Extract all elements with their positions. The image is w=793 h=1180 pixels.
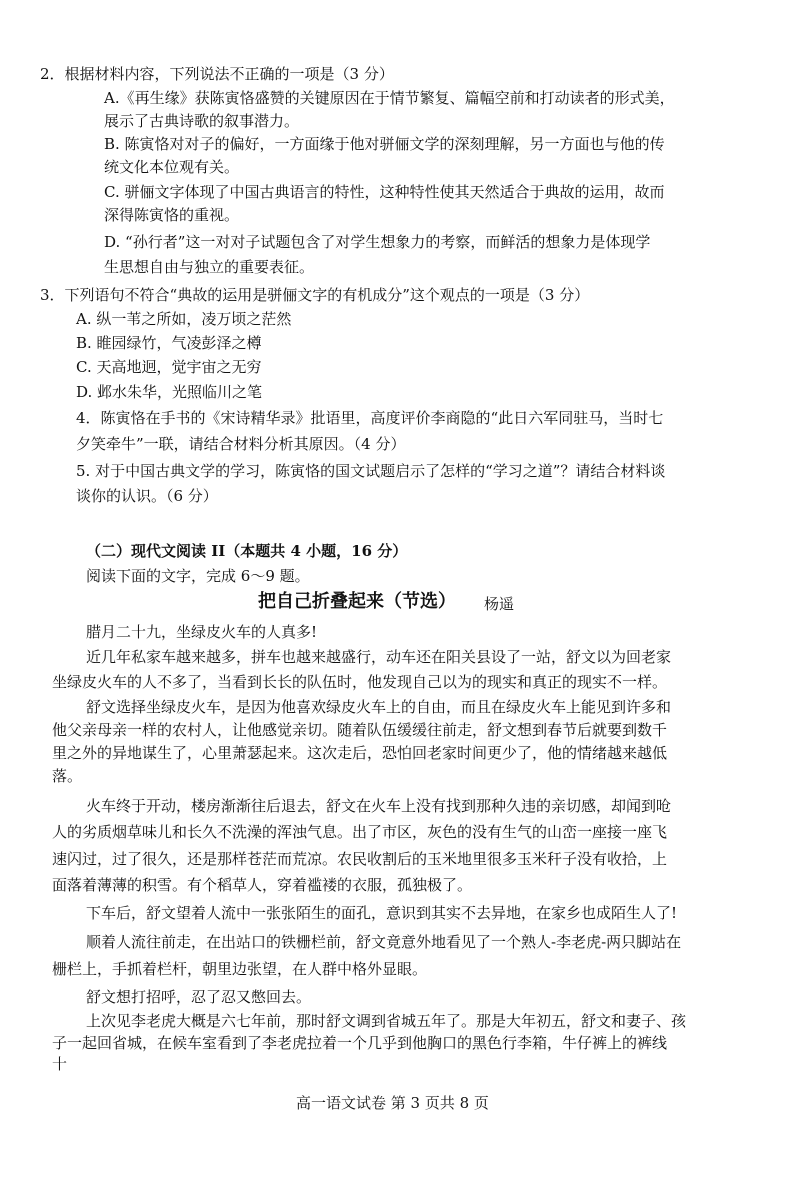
- para-8-line1: 上次见李老虎大概是六七年前，那时舒文调到省城五年了。那是大年初五，舒文和妻子、孩: [86, 1012, 687, 1030]
- q5-line2: 谈你的认识。（6 分）: [76, 487, 218, 505]
- para-4-line1: 火车终于开动，楼房渐渐往后退去，舒文在火车上没有找到那种久违的亲切感，却闻到呛: [86, 797, 672, 815]
- q3-option-d: D. 邺水朱华，光照临川之笔: [76, 383, 263, 401]
- para-4-line4: 面落着薄薄的积雪。有个稻草人，穿着褴褛的衣服，孤独极了。: [52, 876, 473, 894]
- section-instruction: 阅读下面的文字，完成 6～9 题。: [86, 567, 310, 585]
- article-title: 把自己折叠起来（节选）: [258, 591, 456, 612]
- q5-line1: 5. 对于中国古典文学的学习，陈寅恪的国文试题启示了怎样的“学习之道”？请结合材料谈: [76, 462, 666, 480]
- para-6-line1: 顺着人流往前走，在出站口的铁栅栏前，舒文竟意外地看见了一个熟人-李老虎-两只脚站在: [86, 933, 682, 951]
- para-7-line1: 舒文想打招呼，忍了忍又憋回去。: [86, 988, 312, 1006]
- q2-stem: 2．根据材料内容，下列说法不正确的一项是（3 分）: [40, 65, 394, 83]
- para-5-line1: 下车后，舒文望着人流中一张张陌生的面孔，意识到其实不去异地，在家乡也成陌生人了!: [86, 904, 678, 922]
- para-2-line1: 近几年私家车越来越多，拼车也越来越盛行，动车还在阳关县设了一站，舒文以为回老家: [86, 648, 672, 666]
- para-8-line3: 十: [52, 1055, 68, 1073]
- para-4-line2: 人的劣质烟草味儿和长久不洗澡的浑浊气息。出了市区，灰色的没有生气的山峦一座接一座飞: [52, 823, 668, 841]
- q3-option-b: B. 睢园绿竹，气凌彭泽之樽: [76, 334, 262, 352]
- q4-line1: 4．陈寅恪在手书的《宋诗精华录》批语里，高度评价李商隐的“此日六军同驻马，当时七: [76, 409, 664, 427]
- para-3-line1: 舒文选择坐绿皮火车，是因为他喜欢绿皮火车上的自由，而且在绿皮火车上能见到许多和: [86, 698, 672, 716]
- page-footer: 高一语文试卷 第 3 页共 8 页: [296, 1094, 489, 1112]
- q2-option-d-line1: D. “孙行者”这一对对子试题包含了对学生想象力的考察，而鲜活的想象力是体现学: [104, 233, 651, 251]
- q2-option-d-line2: 生思想自由与独立的重要表征。: [104, 258, 315, 276]
- para-2-line2: 坐绿皮火车的人不多了，当看到长长的队伍时，他发现自己以为的现实和真正的现实不一样。: [52, 673, 668, 691]
- q3-option-c: C. 天高地迥，觉宇宙之无穷: [76, 358, 262, 376]
- para-3-line3: 里之外的异地谋生了，心里萧瑟起来。这次走后，恐怕回老家时间更少了，他的情绪越来越低: [52, 744, 668, 762]
- q4-line2: 夕笑牵牛”一联，请结合材料分析其原因。（4 分）: [76, 435, 406, 453]
- q2-option-b-line1: B. 陈寅恪对对子的偏好，一方面缘于他对骈俪文学的深刻理解，另一方面也与他的传: [104, 135, 665, 153]
- q2-option-a-line1: A.《再生缘》获陈寅恪盛赞的关键原因在于情节繁复、篇幅空前和打动读者的形式美，: [104, 89, 675, 107]
- section-heading: （二）现代文阅读 II（本题共 4 小题，16 分）: [86, 542, 408, 560]
- q2-option-c-line2: 深得陈寅恪的重视。: [104, 206, 240, 224]
- para-6-line2: 栅栏上，手抓着栏杆，朝里边张望，在人群中格外显眼。: [52, 960, 428, 978]
- para-1-line1: 腊月二十九，坐绿皮火车的人真多!: [86, 623, 318, 641]
- para-8-line2: 子一起回省城，在候车室看到了李老虎拉着一个几乎到他胸口的黑色行李箱，牛仔裤上的裤线: [52, 1034, 668, 1052]
- para-4-line3: 速闪过，过了很久，还是那样苍茫而荒凉。农民收割后的玉米地里很多玉米秆子没有收拾，上: [52, 850, 668, 868]
- q2-option-c-line1: C. 骈俪文字体现了中国古典语言的特性，这种特性使其天然适合于典故的运用，故而: [104, 183, 665, 201]
- q2-option-b-line2: 统文化本位观有关。: [104, 158, 240, 176]
- para-3-line2: 他父亲母亲一样的农村人，让他感觉亲切。随着队伍缓缓往前走，舒文想到春节后就要到数千: [52, 721, 668, 739]
- para-3-line4: 落。: [52, 767, 83, 785]
- q2-option-a-line2: 展示了古典诗歌的叙事潜力。: [104, 112, 300, 130]
- q3-option-a: A. 纵一苇之所如，凌万顷之茫然: [76, 310, 292, 328]
- article-author: 杨遥: [484, 595, 515, 613]
- q3-stem: 3．下列语句不符合“典故的运用是骈俪文字的有机成分”这个观点的一项是（3 分）: [40, 286, 590, 304]
